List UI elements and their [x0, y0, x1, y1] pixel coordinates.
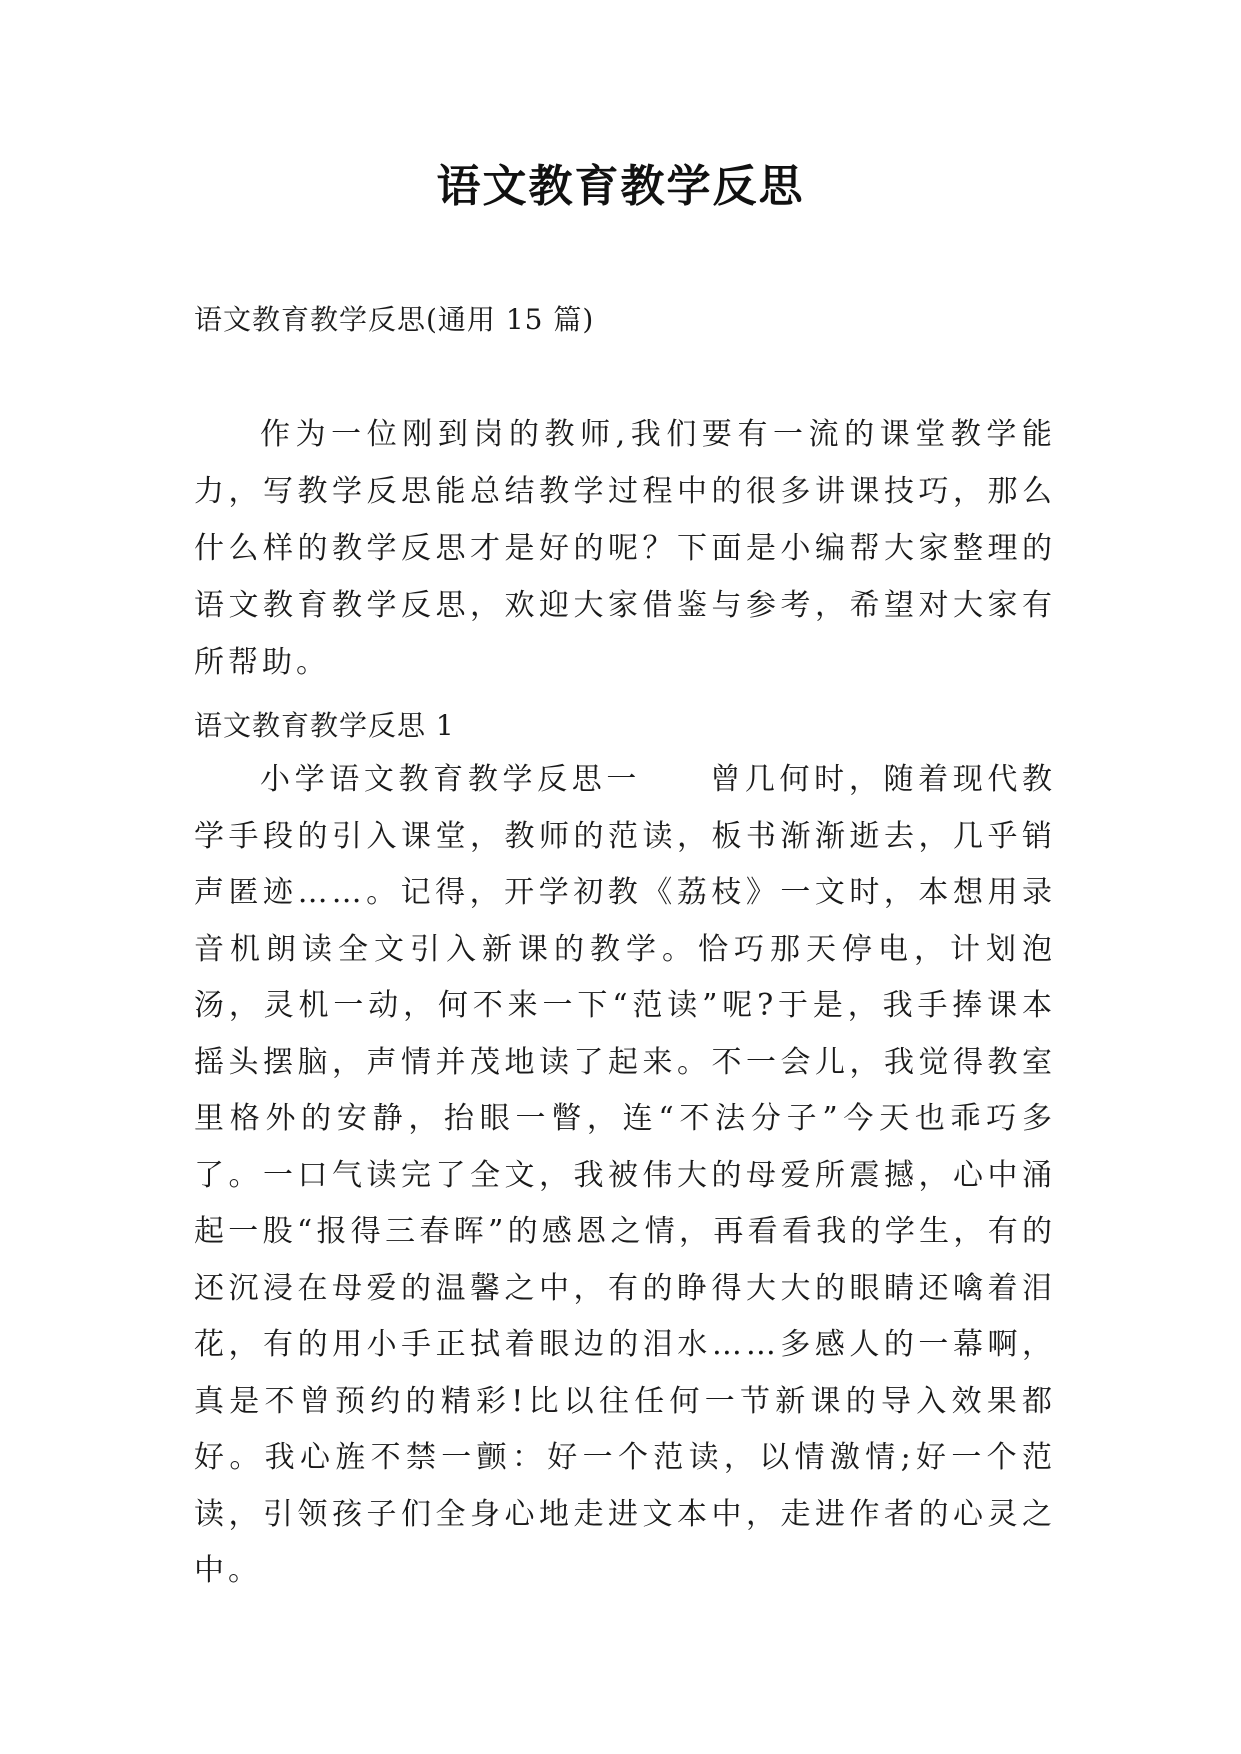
document-title: 语文教育教学反思: [436, 161, 805, 212]
document-subtitle: 语文教育教学反思(通用 15 篇): [194, 303, 595, 336]
section-heading: 语文教育教学反思 1: [194, 709, 455, 742]
section-body-paragraph: 小学语文教育教学反思一 曾几何时，随着现代教学手段的引入课堂，教师的范读，板书渐渐逝去，几乎销声匿迹……。记得，开学初教《荔枝》一文时，本想用录音机朗读全文引入新课的教学。恰巧那天停电，计划泡汤，灵机一动，何不来一下“范读”呢?于是，我手捧课本摇头摆脑，声情并茂地读了起来。不一会儿，我觉得教室里格外的安静，抬眼一瞥，连“不法分子”今天也乖巧多了。一口气读完了全文，我被伟大的母爱所震撼，心中涌起一股“报得三春晖”的感恩之情，再看看我的学生，有的还沉浸在母爱的温馨之中，有的睁得大大的眼睛还噙着泪花，有的用小手正拭着眼边的泪水……多感人的一幕啊，真是不曾预约的精彩!比以往任何一节新课的导入效果都好。我心旌不禁一颤：好一个范读，以情激情;好一个范读，引领孩子们全身心地走进文本中，走进作者的心灵之中。: [194, 762, 1056, 1588]
intro-paragraph: 作为一位刚到岗的教师,我们要有一流的课堂教学能力，写教学反思能总结教学过程中的很多讲课技巧，那么什么样的教学反思才是好的呢？下面是小编帮大家整理的语文教育教学反思，欢迎大家借鉴与参考，希望对大家有所帮助。: [194, 417, 1056, 680]
